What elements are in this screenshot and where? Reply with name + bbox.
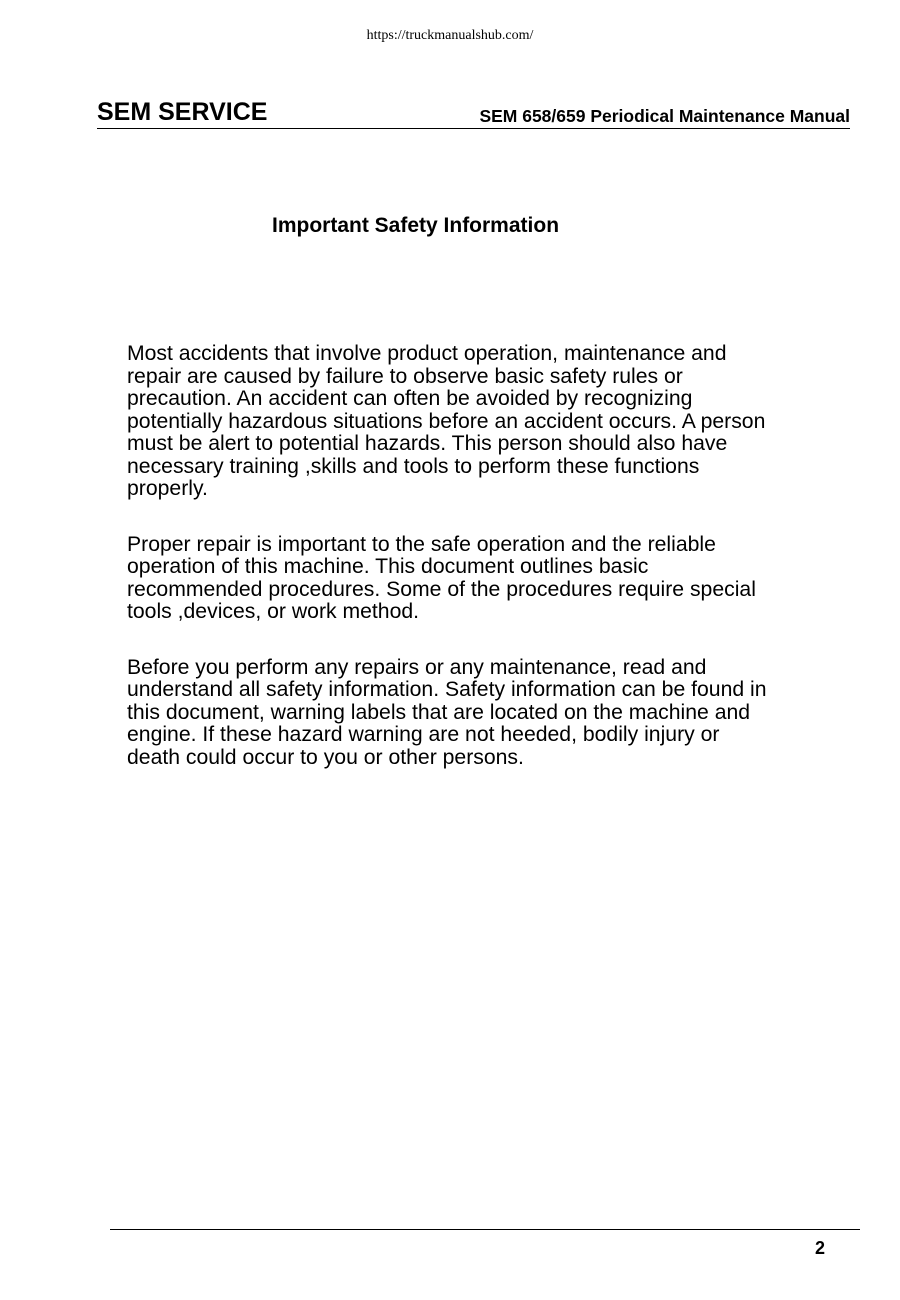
- source-url: https://truckmanualshub.com/: [366, 28, 534, 43]
- paragraph-before-repairs: Before you perform any repairs or any maintenance, read and understand all safety information. Safety information can be found in this document, warning labels that are located on the machine and engine. If these hazard warning are not heeded, bodily injury or death could occur to you or other persons.: [127, 655, 767, 769]
- section-title: Important Safety Information: [272, 214, 560, 237]
- body-text: [127, 343, 772, 802]
- page-number: 2: [814, 1238, 825, 1258]
- brand-name: SEM SERVICE: [97, 98, 268, 126]
- manual-title: SEM 658/659 Periodical Maintenance Manual: [479, 106, 850, 126]
- paragraph-proper-repair: Proper repair is important to the safe operation and the reliable operation of this machine. This document outlines basic recommended procedures. Some of the procedures require special tools ,devices, or work method.: [127, 532, 756, 623]
- page-header: [97, 96, 850, 129]
- footer-divider: [110, 1229, 860, 1230]
- paragraph-accidents: Most accidents that involve product operation, maintenance and repair are caused by failure to observe basic safety rules or precaution. An accident can often be avoided by recognizing potentially hazardous situations before an accident occurs. A person must be alert to potential hazards. This person should also have necessary training ,skills and tools to perform these functions properly.: [127, 342, 766, 500]
